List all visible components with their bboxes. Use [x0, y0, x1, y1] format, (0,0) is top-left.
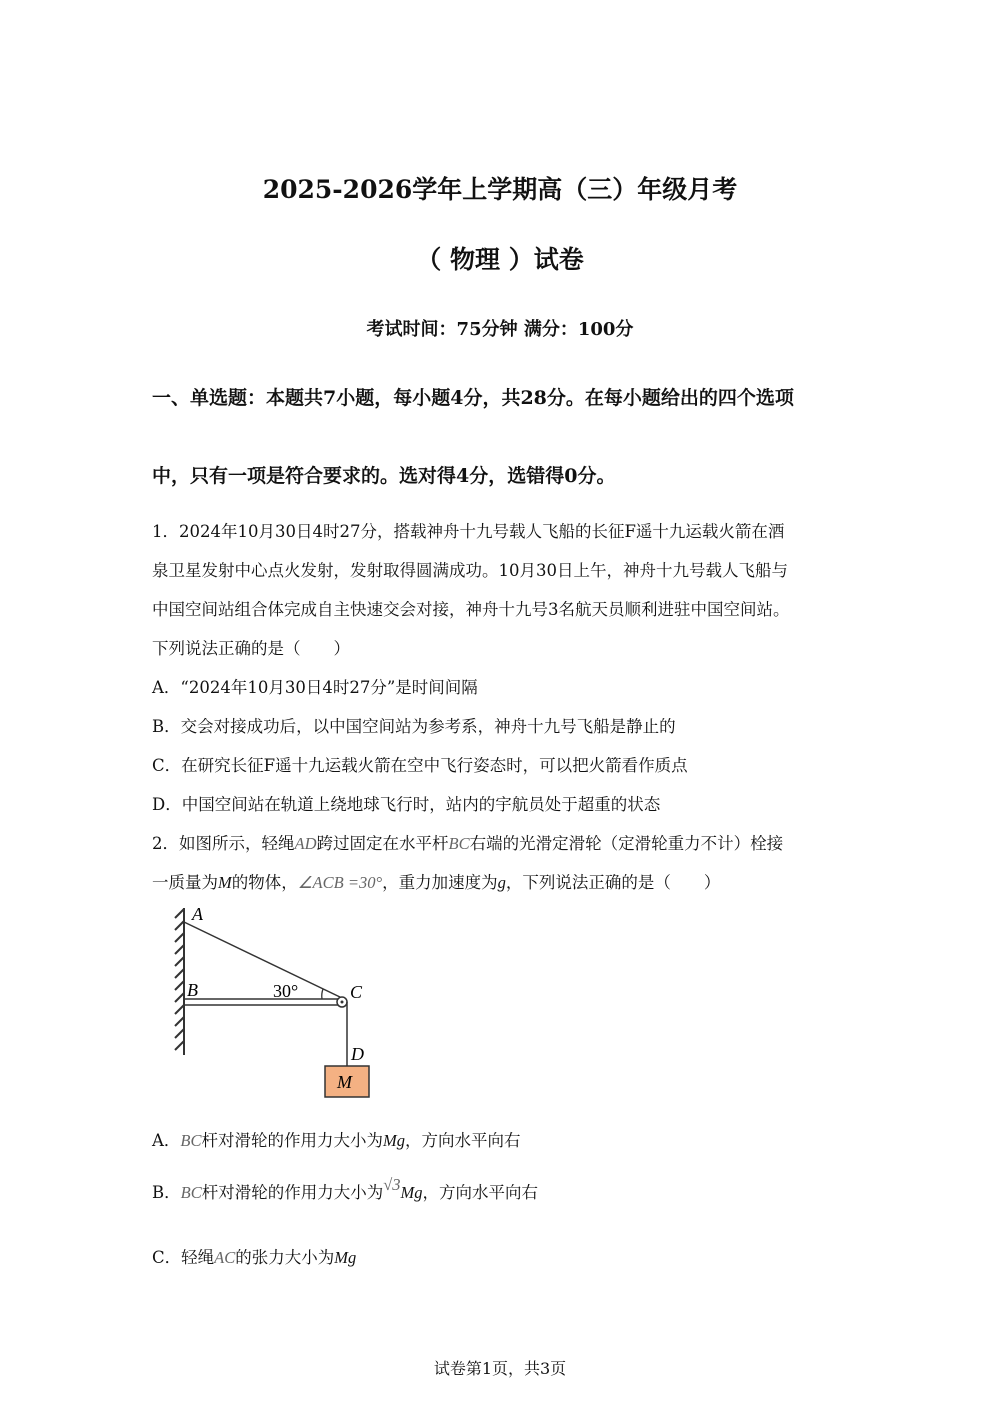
- q1-line-1: 1．2024年10月30日4时27分，搭载神舟十九号载人飞船的长征F遥十九运载火箭在酒: [152, 522, 785, 541]
- angle-arc: [322, 989, 323, 999]
- label-c: C: [350, 982, 363, 1002]
- math-m: M: [218, 873, 232, 892]
- q2-line-2: [152, 869, 720, 893]
- math-mg: Mg: [334, 1248, 357, 1267]
- q2-option-a: [152, 1127, 521, 1151]
- math-bc: BC: [180, 1183, 202, 1202]
- q2-option-c: [152, 1244, 356, 1268]
- q1-option-d: D．中国空间站在轨道上绕地球飞行时，站内的宇航员处于超重的状态: [152, 795, 661, 814]
- math-ac: AC: [214, 1248, 236, 1267]
- wall-hatching: [175, 908, 184, 1055]
- rope-ac: [184, 922, 342, 998]
- q1-option-b: B．交会对接成功后，以中国空间站为参考系，神舟十九号飞船是静止的: [152, 717, 676, 736]
- option-text: 杆对滑轮的作用力大小为: [201, 1183, 384, 1202]
- q2-text: 2．如图所示，轻绳: [152, 834, 295, 853]
- option-prefix: C．轻绳: [152, 1248, 215, 1267]
- pulley-diagram: [165, 900, 385, 1105]
- math-ad: AD: [294, 834, 317, 853]
- label-a: A: [192, 904, 203, 924]
- q2-text: ，下列说法正确的是（ ）: [505, 873, 721, 892]
- math-bc: BC: [448, 834, 470, 853]
- option-text: ，方向水平向右: [405, 1131, 521, 1150]
- label-m: M: [337, 1072, 352, 1092]
- q2-line-1: [152, 830, 783, 854]
- section-heading-line-2: 中，只有一项是符合要求的。选对得4分，选错得0分。: [152, 465, 616, 487]
- pulley-center: [341, 1001, 344, 1004]
- option-text: ，方向水平向右: [422, 1183, 539, 1202]
- math-mg: Mg: [383, 1131, 406, 1150]
- q1-option-a: A．“2024年10月30日4时27分”是时间间隔: [152, 678, 478, 697]
- exam-title: 2025-2026学年上学期高（三）年级月考: [262, 175, 738, 204]
- q2-text: 一质量为: [152, 873, 218, 892]
- option-text: 杆对滑轮的作用力大小为: [201, 1131, 384, 1150]
- q1-line-4: 下列说法正确的是（ ）: [152, 639, 350, 658]
- option-prefix: A．: [152, 1131, 181, 1150]
- page-footer: 试卷第1页，共3页: [433, 1359, 567, 1378]
- q1-line-2: 泉卫星发射中心点火发射，发射取得圆满成功。10月30日上午，神舟十九号载人飞船与: [152, 561, 788, 580]
- angle-label: 30°: [273, 981, 299, 1001]
- q2-text: 右端的光滑定滑轮（定滑轮重力不计）栓接: [469, 834, 784, 853]
- math-angle: ∠ACB =30°: [297, 873, 383, 892]
- math-g: g: [497, 873, 506, 892]
- label-b: B: [187, 980, 198, 1000]
- q2-option-b: [152, 1175, 539, 1203]
- label-d: D: [351, 1044, 364, 1064]
- q1-option-c: C．在研究长征F遥十九运载火箭在空中飞行姿态时，可以把火箭看作质点: [152, 756, 688, 775]
- option-prefix: B．: [152, 1183, 181, 1202]
- exam-subject-title: （ 物理 ）试卷: [416, 245, 584, 274]
- q2-text: ，重力加速度为: [382, 873, 498, 892]
- q2-text: 的物体，: [231, 873, 298, 892]
- option-text: 的张力大小为: [235, 1248, 335, 1267]
- q2-text: 跨过固定在水平杆: [316, 834, 449, 853]
- math-bc: BC: [180, 1131, 202, 1150]
- math-sqrt3: √3: [383, 1175, 401, 1194]
- exam-info: 考试时间：75分钟 满分：100分: [366, 319, 634, 340]
- q1-line-3: 中国空间站组合体完成自主快速交会对接，神舟十九号3名航天员顺利进驻中国空间站。: [152, 600, 790, 619]
- math-mg: Mg: [400, 1183, 423, 1202]
- section-heading-line-1: 一、单选题：本题共7小题，每小题4分，共28分。在每小题给出的四个选项: [152, 387, 794, 409]
